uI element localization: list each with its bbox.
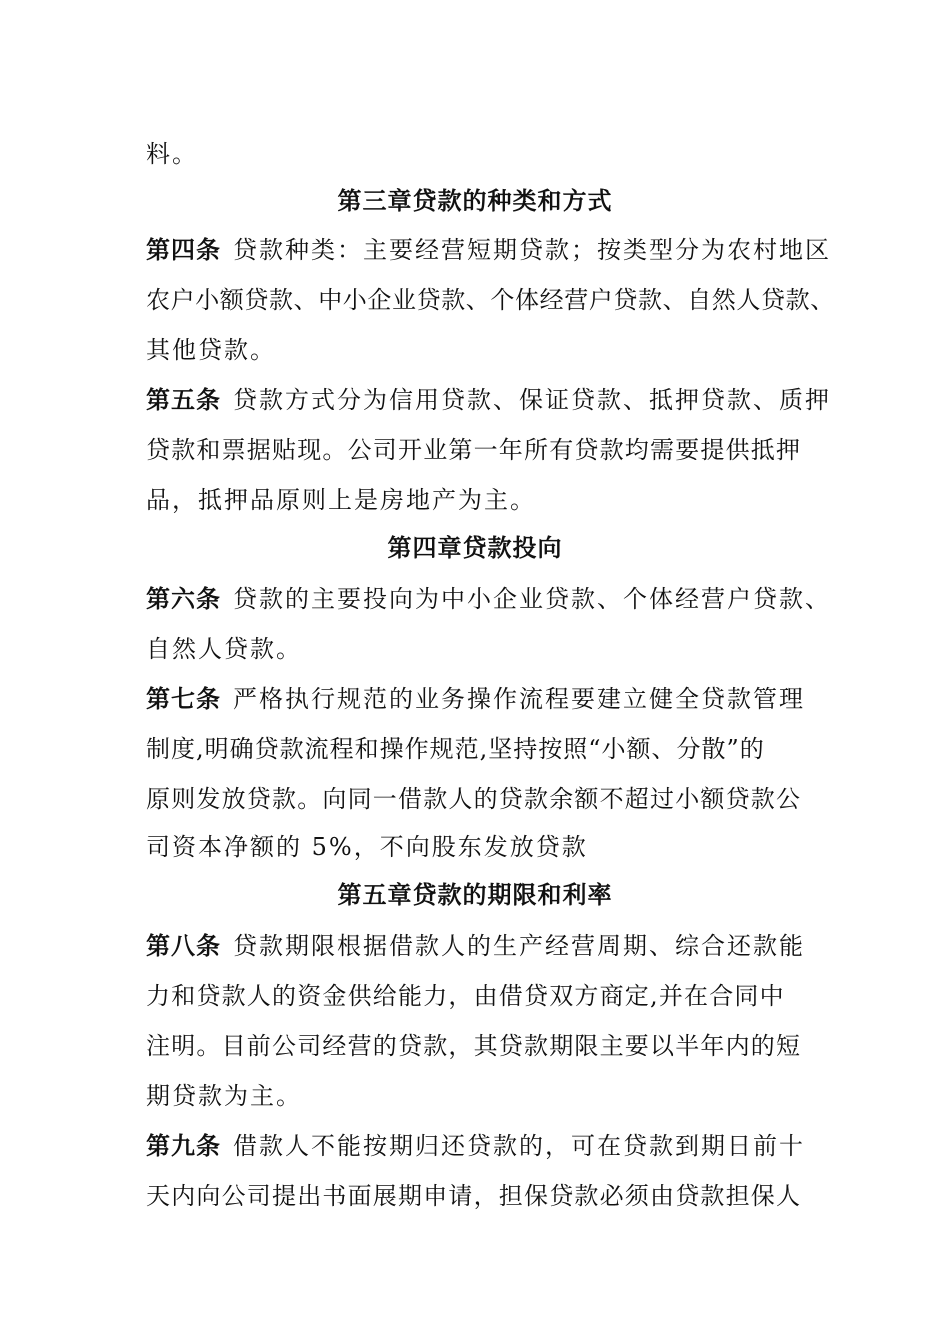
article-5-line-3 xyxy=(146,485,536,515)
article-9-line-2 xyxy=(146,1181,801,1211)
chapter-4-heading: 第四章贷款投向 xyxy=(387,533,563,562)
article-4-line-3 xyxy=(146,335,276,365)
body-text: 制度,明确贷款流程和操作规范,坚持按照“小额、分散”的 xyxy=(146,735,765,763)
article-7-line-1 xyxy=(146,684,805,714)
article-8-line-1 xyxy=(146,931,805,961)
body-text: 贷款的主要投向为中小企业贷款、个体经营户贷款、 xyxy=(233,585,831,613)
article-8-line-3 xyxy=(146,1031,801,1061)
body-text: 农户小额贷款、中小企业贷款、个体经营户贷款、自然人贷款、 xyxy=(146,286,835,314)
body-text: 严格执行规范的业务操作流程要建立健全贷款管理 xyxy=(233,685,805,713)
body-text: 贷款种类：主要经营短期贷款；按类型分为农村地区 xyxy=(233,236,831,264)
body-text: 司资本净额的 5%，不向股东发放贷款 xyxy=(146,833,588,861)
article-7-line-4 xyxy=(146,832,588,862)
article-5-line-2 xyxy=(146,435,801,465)
chapter-5-heading: 第五章贷款的期限和利率 xyxy=(337,880,613,909)
article-7-line-3 xyxy=(146,784,801,814)
article-4-label: 第四条 xyxy=(146,235,221,264)
paragraph-tail xyxy=(146,139,198,169)
article-8-line-4 xyxy=(146,1081,302,1111)
article-4-line-1 xyxy=(146,235,831,265)
article-4-line-2 xyxy=(146,285,835,315)
article-6-label: 第六条 xyxy=(146,584,221,613)
body-text: 贷款期限根据借款人的生产经营周期、综合还款能 xyxy=(233,932,805,960)
body-text: 注明。目前公司经营的贷款，其贷款期限主要以半年内的短 xyxy=(146,1032,802,1060)
article-8-label: 第八条 xyxy=(146,931,221,960)
body-text: 天内向公司提出书面展期申请，担保贷款必须由贷款担保人 xyxy=(146,1182,802,1210)
body-text: 借款人不能按期归还贷款的，可在贷款到期日前十 xyxy=(233,1132,805,1160)
body-text: 原则发放贷款。向同一借款人的贷款余额不超过小额贷款公 xyxy=(146,785,802,813)
body-text: 期贷款为主。 xyxy=(146,1082,302,1110)
body-text: 料。 xyxy=(146,140,198,168)
body-text: 贷款方式分为信用贷款、保证贷款、抵押贷款、质押 xyxy=(233,386,831,414)
body-text: 品，抵押品原则上是房地产为主。 xyxy=(146,486,536,514)
body-text: 其他贷款。 xyxy=(146,336,276,364)
article-9-line-1 xyxy=(146,1131,805,1161)
article-8-line-2 xyxy=(146,981,785,1011)
article-9-label: 第九条 xyxy=(146,1131,221,1160)
body-text: 力和贷款人的资金供给能力，由借贷双方商定,并在合同中 xyxy=(146,982,785,1010)
body-text: 贷款和票据贴现。公司开业第一年所有贷款均需要提供抵押 xyxy=(146,436,802,464)
body-text: 自然人贷款。 xyxy=(146,635,302,663)
article-5-label: 第五条 xyxy=(146,385,221,414)
article-5-line-1 xyxy=(146,385,831,415)
article-6-line-2 xyxy=(146,634,302,664)
article-7-line-2 xyxy=(146,734,765,764)
article-6-line-1 xyxy=(146,584,831,614)
chapter-3-heading: 第三章贷款的种类和方式 xyxy=(337,186,613,215)
article-7-label: 第七条 xyxy=(146,684,221,713)
